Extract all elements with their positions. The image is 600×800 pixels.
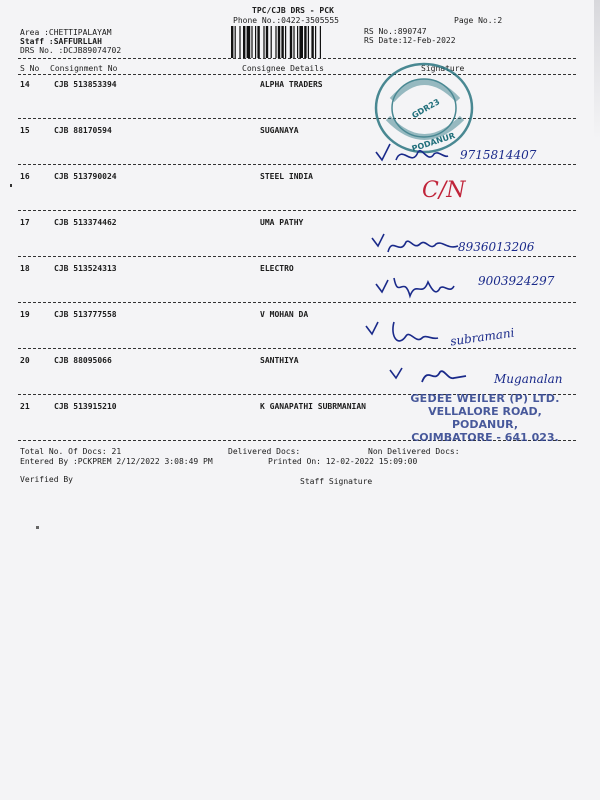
- barcode-bar: [290, 26, 292, 58]
- barcode-bar: [271, 26, 272, 58]
- phone-number: Phone No.:0422-3505555: [233, 16, 339, 25]
- barcode-bar: [281, 26, 283, 58]
- signature-mark: [370, 228, 462, 262]
- barcode-bar: [311, 26, 313, 58]
- row-consignment: CJB 88170594: [54, 126, 112, 135]
- row-consignee: SANTHIYA: [260, 356, 299, 365]
- barcode-bar: [315, 26, 316, 58]
- handwritten-name: Muganalan: [494, 372, 563, 386]
- row-sno: 17: [20, 218, 30, 227]
- barcode-bar: [304, 26, 306, 58]
- row-consignee: ALPHA TRADERS: [260, 80, 323, 89]
- scan-speck: [10, 184, 12, 187]
- barcode-bar: [263, 26, 264, 58]
- row-consignment: CJB 88095066: [54, 356, 112, 365]
- signature-mark: [364, 318, 448, 352]
- barcode-bar: [320, 26, 321, 58]
- address-stamp-line: VELLALORE ROAD,: [428, 405, 542, 418]
- barcode-bar: [243, 26, 245, 58]
- row-sno: 14: [20, 80, 30, 89]
- barcode-bar: [257, 26, 259, 58]
- row-sno: 16: [20, 172, 30, 181]
- area-label: Area :CHETTIPALAYAM: [20, 28, 112, 37]
- barcode-bar: [299, 26, 303, 58]
- barcode-bar: [255, 26, 256, 58]
- row-consignee: V MOHAN DA: [260, 310, 309, 319]
- row-consignment: CJB 513790024: [54, 172, 117, 181]
- address-stamp-line: PODANUR,: [451, 418, 519, 431]
- drs-number: DRS No. :DCJB89074702: [20, 46, 122, 55]
- barcode-bar: [235, 26, 236, 58]
- row-consignee: K GANAPATHI SUBRMANIAN: [260, 402, 366, 411]
- col-sno-header: S No: [20, 64, 40, 73]
- row-sno: 18: [20, 264, 30, 273]
- scan-speck: [36, 526, 39, 529]
- address-stamp-line: GEDEE WEILER (P) LTD.: [410, 392, 560, 405]
- row-sno: 15: [20, 126, 30, 135]
- barcode-bar: [275, 26, 276, 58]
- stamp-ring-text: PODANUR: [410, 131, 457, 154]
- row-consignee: ELECTRO: [260, 264, 294, 273]
- row-divider: [18, 302, 576, 303]
- row-consignment: CJB 513853394: [54, 80, 117, 89]
- printed-on: Printed On: 12-02-2022 15:09:00: [268, 457, 418, 466]
- row-consignee: STEEL INDIA: [260, 172, 313, 181]
- barcode-bar: [285, 26, 286, 58]
- barcode-bar: [231, 26, 233, 58]
- rs-number: RS No.:890747: [364, 27, 427, 36]
- row-consignment: CJB 513374462: [54, 218, 117, 227]
- barcode-bar: [293, 26, 294, 58]
- row-divider: [18, 210, 576, 211]
- barcode-bar: [239, 26, 240, 58]
- row-consignment: CJB 513524313: [54, 264, 117, 273]
- row-consignment: CJB 513777558: [54, 310, 117, 319]
- rs-date: RS Date:12-Feb-2022: [364, 36, 456, 45]
- row-consignee: SUGANAYA: [260, 126, 299, 135]
- col-consignee-header: Consignee Details: [242, 64, 324, 73]
- document-title: TPC/CJB DRS - PCK: [252, 6, 334, 15]
- stamp-center-text: GDR23: [410, 97, 442, 121]
- barcode-bar: [308, 26, 309, 58]
- page-number: Page No.:2: [454, 16, 503, 25]
- row-consignment: CJB 513915210: [54, 402, 117, 411]
- handwritten-phone: 9003924297: [478, 274, 555, 288]
- row-divider: [18, 256, 576, 257]
- handwritten-phone: 9715814407: [460, 148, 537, 162]
- handwritten-name: subramani: [449, 325, 516, 349]
- total-docs: Total No. Of Docs: 21: [20, 447, 122, 456]
- handwritten-phone: 8936013206: [458, 240, 535, 254]
- barcode: [231, 26, 349, 58]
- barcode-bar: [247, 26, 251, 58]
- signature-mark: [374, 270, 478, 306]
- verified-by: Verified By: [20, 475, 73, 484]
- row-sno: 19: [20, 310, 30, 319]
- entered-by: Entered By :PCKPREM 2/12/2022 3:08:49 PM: [20, 457, 213, 466]
- signature-mark: [372, 138, 452, 172]
- address-stamp: [392, 392, 578, 444]
- handwritten-cn-note: C/N: [422, 178, 466, 203]
- non-delivered-docs: Non Delivered Docs:: [368, 447, 460, 456]
- barcode-bar: [251, 26, 252, 58]
- barcode-bar: [266, 26, 268, 58]
- staff-signature-label: Staff Signature: [300, 477, 373, 486]
- delivered-docs: Delivered Docs:: [228, 447, 301, 456]
- row-consignee: UMA PATHY: [260, 218, 304, 227]
- barcode-bar: [297, 26, 298, 58]
- address-stamp-line: COIMBATORE - 641 023.: [411, 431, 559, 444]
- row-divider: [18, 118, 576, 119]
- row-divider: [18, 348, 576, 349]
- col-signature-header: Signature: [421, 64, 465, 73]
- columns-divider: [18, 74, 576, 75]
- header-divider: [18, 58, 576, 59]
- col-consignment-header: Consignment No: [50, 64, 118, 73]
- scan-edge-shadow: [594, 0, 600, 140]
- row-divider: [18, 164, 576, 165]
- staff-label: Staff :SAFFURLLAH: [20, 37, 102, 46]
- row-sno: 21: [20, 402, 30, 411]
- barcode-bar: [278, 26, 280, 58]
- signature-mark: [388, 362, 478, 390]
- row-sno: 20: [20, 356, 30, 365]
